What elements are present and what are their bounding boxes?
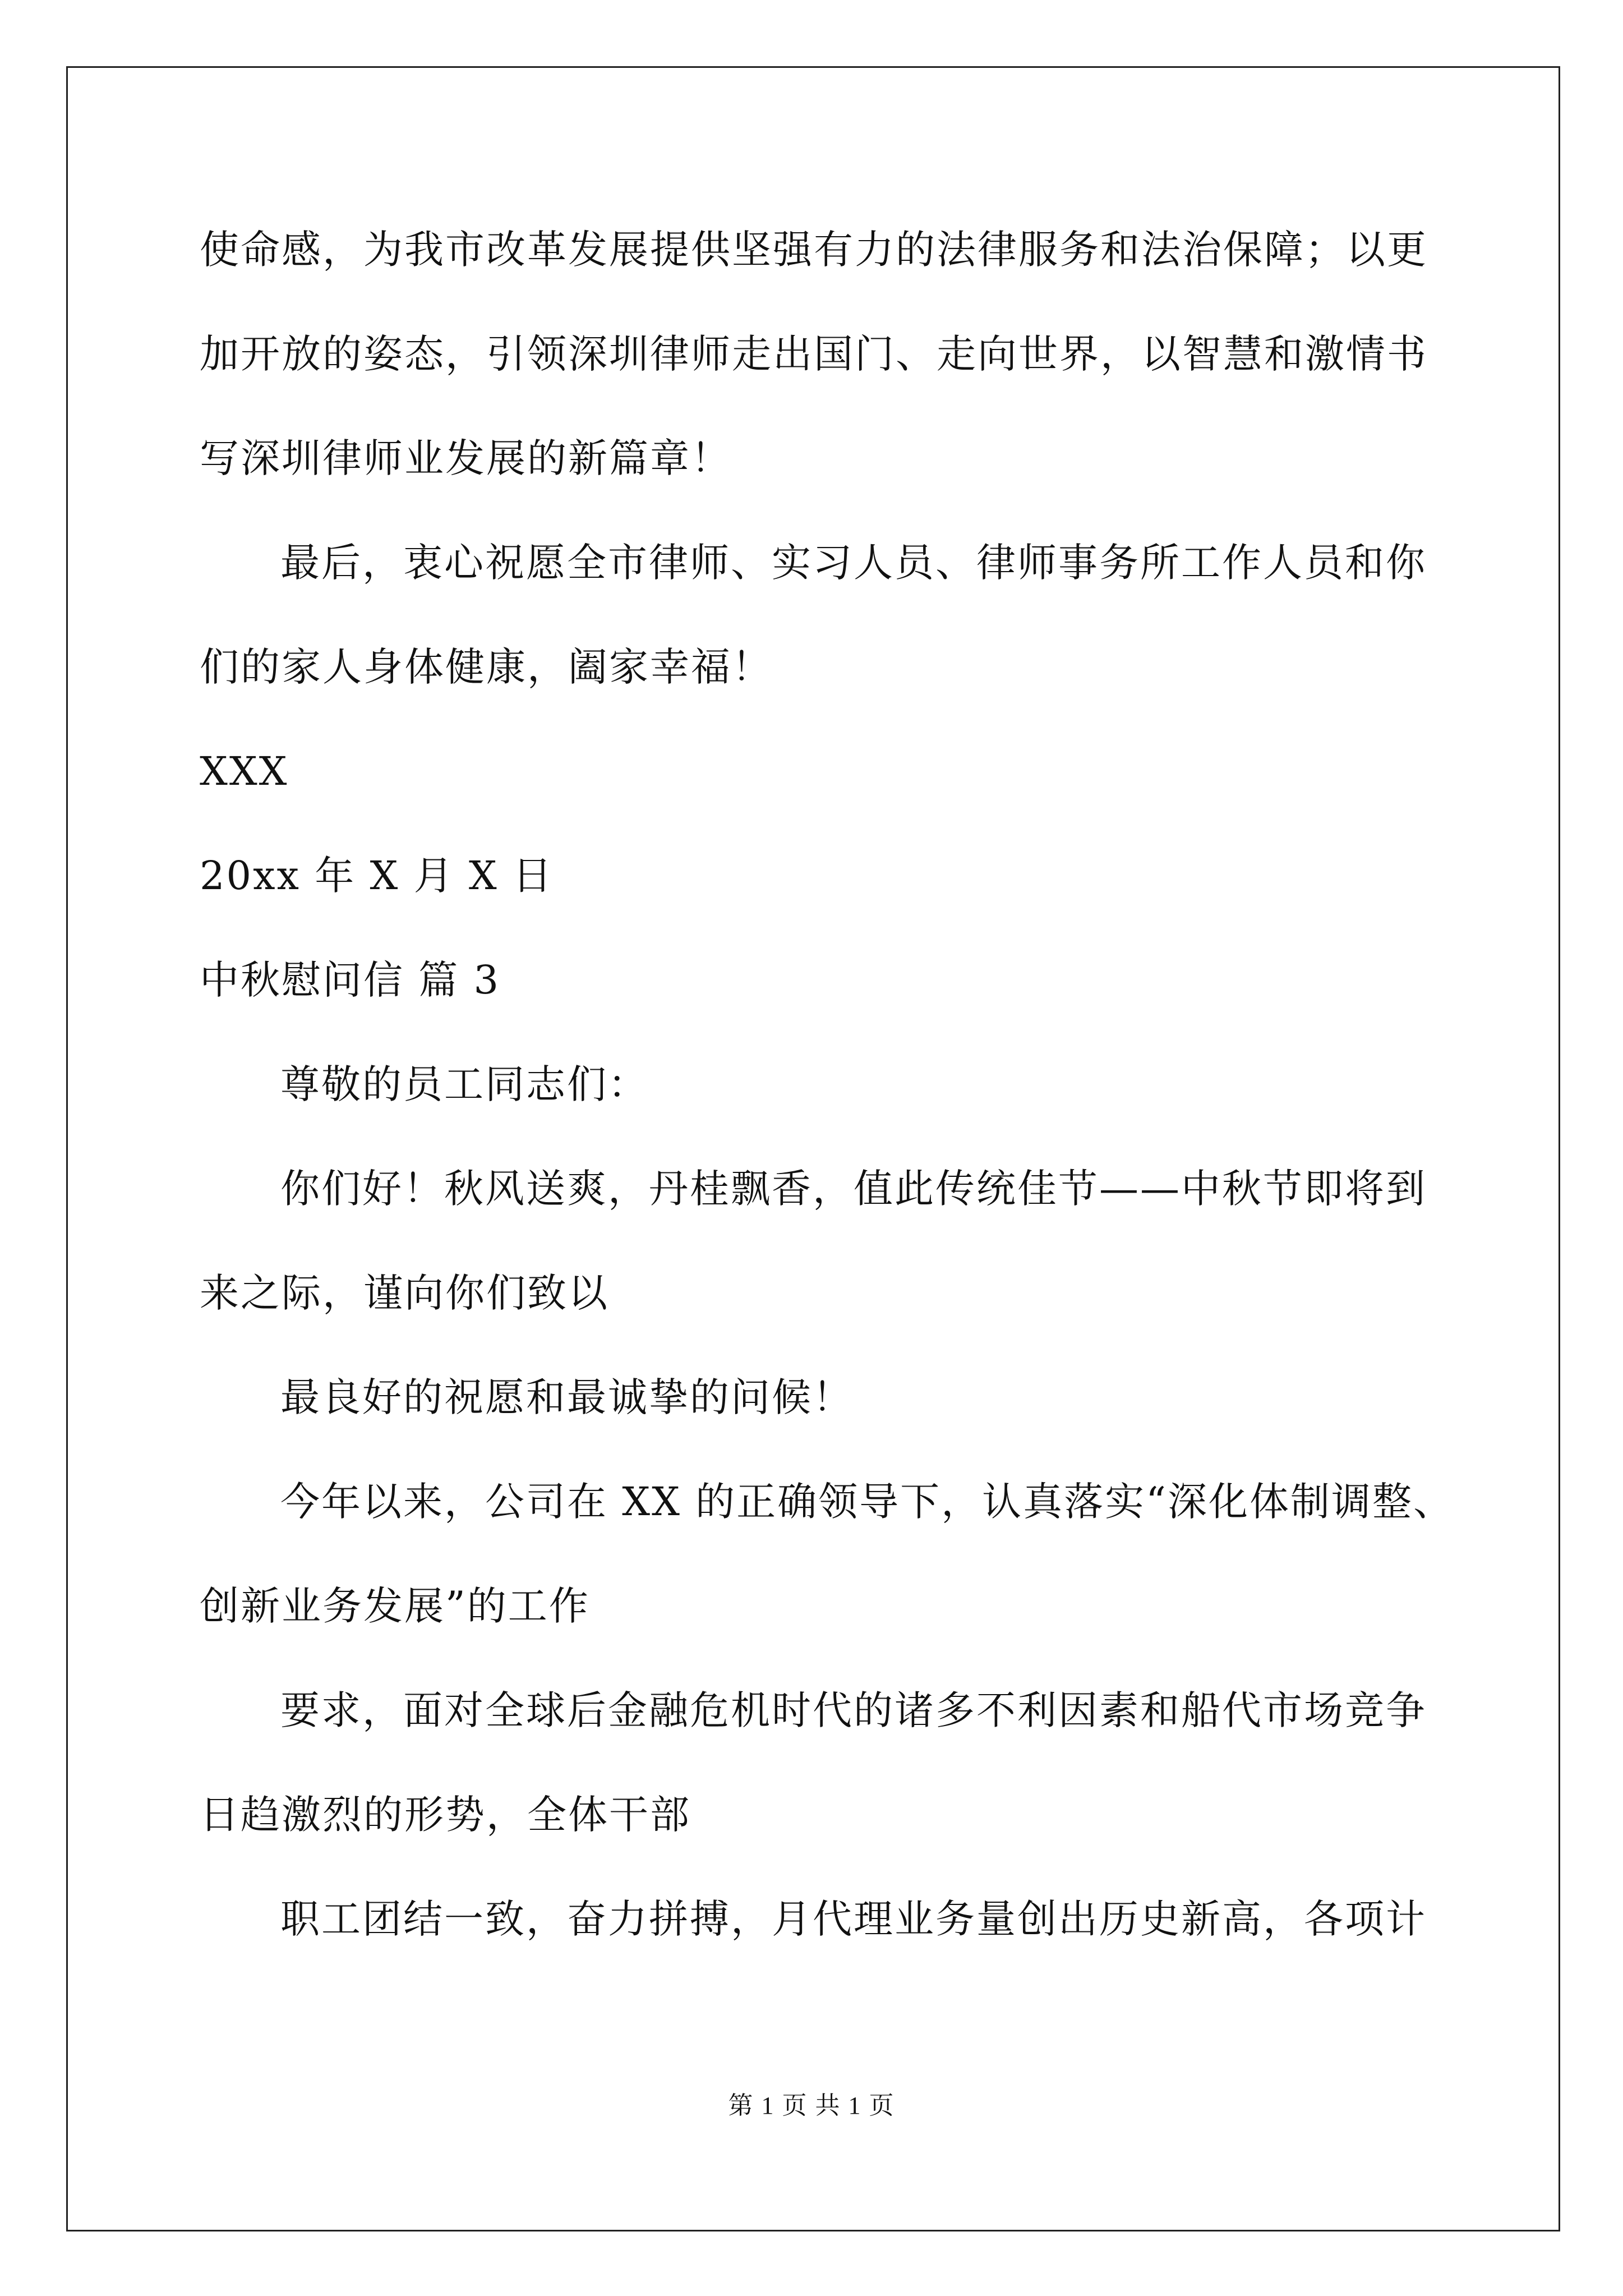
- salutation: 尊敬的员工同志们：: [280, 1061, 649, 1107]
- signature-date: 20xx 年 X 月 X 日: [200, 853, 554, 899]
- paragraph-line: 最良好的祝愿和最诚挚的问候！: [280, 1374, 854, 1420]
- page-number-footer: 第 1 页 共 1 页: [728, 2092, 895, 2119]
- paragraph-line: 日趋激烈的形势，全体干部: [200, 1792, 691, 1838]
- paragraph-line: 今年以来，公司在 XX 的正确领导下，认真落实“深化体制调整、: [280, 1479, 1454, 1525]
- paragraph-line: 创新业务发展”的工作: [200, 1583, 590, 1629]
- paragraph-line: 最后，衷心祝愿全市律师、实习人员、律师事务所工作人员和你: [280, 540, 1427, 586]
- paragraph-line: 来之际，谨向你们致以: [200, 1270, 609, 1316]
- paragraph-line: 使命感，为我市改革发展提供坚强有力的法律服务和法治保障；以更: [200, 227, 1428, 273]
- paragraph-line: 要求，面对全球后金融危机时代的诸多不利因素和船代市场竞争: [280, 1687, 1427, 1733]
- paragraph-line: 加开放的姿态，引领深圳律师走出国门、走向世界，以智慧和激情书: [200, 331, 1428, 377]
- paragraph-line: 你们好！秋风送爽，丹桂飘香，值此传统佳节——中秋节即将到: [280, 1166, 1427, 1212]
- section-heading: 中秋慰问信 篇 3: [200, 957, 501, 1003]
- paragraph-line: 们的家人身体健康，阖家幸福！: [200, 644, 773, 690]
- paragraph-line: 职工团结一致，奋力拼搏，月代理业务量创出历史新高，各项计: [280, 1896, 1427, 1942]
- signature-name: XXX: [200, 748, 289, 794]
- paragraph-line: 写深圳律师业发展的新篇章！: [200, 435, 732, 481]
